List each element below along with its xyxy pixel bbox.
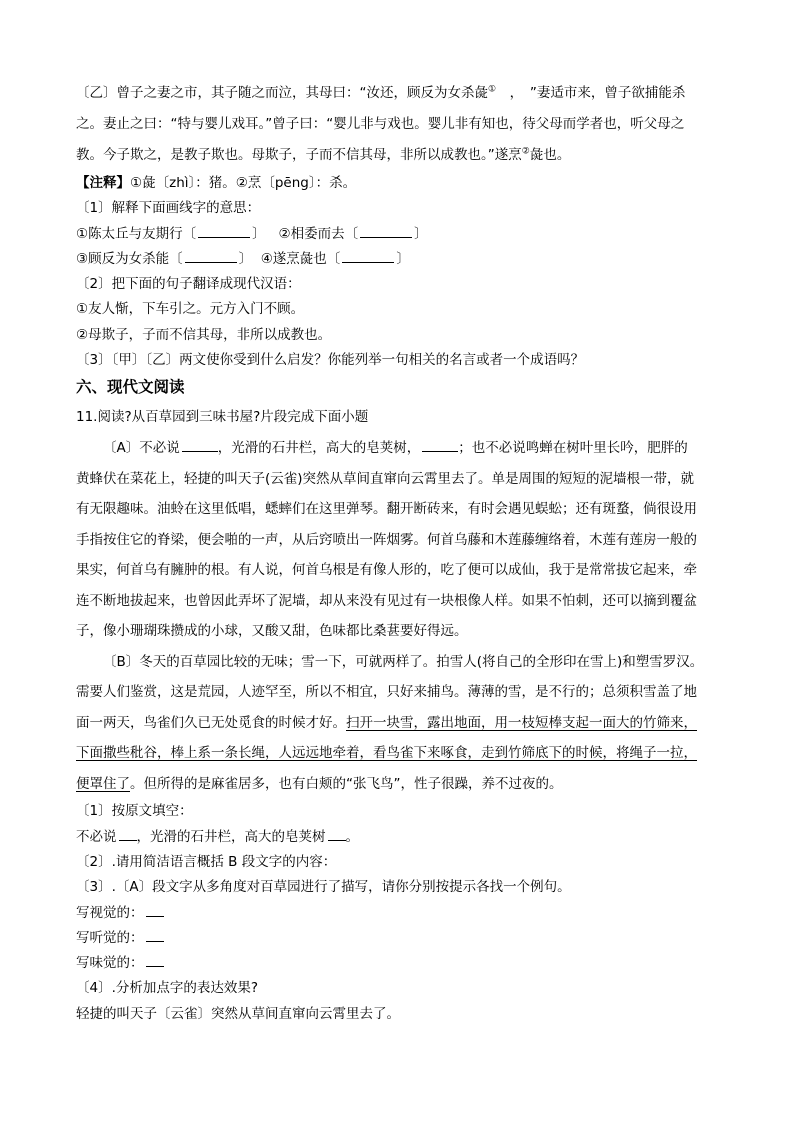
passage-text: ；也不必说鸣蝉在树叶里长吟，肥胖的 (458, 440, 688, 457)
question-11-title: 11.阅读?从百草园到三味书屋?片段完成下面小题 (76, 409, 369, 426)
answer-label: 写味觉的： (76, 955, 144, 972)
passage-text: 教。今子欺之，是教子欺也。母欺子，子而不信其母，非所以成教也。”遂烹 (76, 147, 522, 163)
passage-text: 〔A〕不必说 (103, 440, 180, 457)
passage-text: 。 (345, 828, 359, 845)
annotation-label: 【注释】 (76, 175, 130, 191)
question-1-prompt: 〔1〕解释下面画线字的意思： (76, 200, 261, 217)
question-2-sentence-2: ②母欺子，子而不信其母，非所以成教也。 (76, 326, 332, 343)
answer-blank[interactable] (146, 905, 164, 917)
answer-label: 写视觉的： (76, 904, 144, 921)
underlined-text: 扫开一块雪，露出地面，用一枝短棒支起一面大的竹筛来， (346, 714, 697, 731)
taste-answer-row (76, 951, 724, 976)
passage-text: 彘也。 (529, 147, 571, 163)
paragraph-a-line-5: 果实，何首乌有臃肿的根。有人说，何首乌根是有像人形的，吃了便可以成仙，我于是常常拔它起来，牵 (76, 562, 697, 579)
fill-blank[interactable] (422, 440, 458, 452)
sub-question-1-prompt: 〔1〕按原文填空： (76, 803, 193, 820)
passage-text: 面一两天，鸟雀们久已无处觅食的时候才好。 (76, 714, 346, 731)
passage-text: 不必说 (76, 828, 117, 845)
sub-question-4-sentence: 轻捷的叫天子〔云雀〕突然从草间直窜向云霄里去了。 (76, 1005, 400, 1022)
paragraph-b-line-1: 〔B〕冬天的百草园比较的无味；雪一下，可就两样了。拍雪人(将自己的全形印在雪上)和塑雪罗汉。 (103, 653, 704, 670)
question-item: ②相委而去〔 (278, 225, 359, 242)
question-1-row-2 (76, 247, 724, 272)
fill-blank[interactable] (182, 440, 218, 452)
passage-text: 〔乙〕曾子之妻之市，其子随之而泣，其母曰：“汝还，顾反为女杀彘 (76, 85, 488, 101)
answer-label: 写听觉的： (76, 929, 144, 946)
sub-question-2-prompt: 〔2〕.请用简洁语言概括 B 段文字的内容： (76, 853, 337, 870)
paragraph-a-line-3: 有无限趣味。油蛉在这里低唱，蟋蟀们在这里弹琴。翻开断砖来，有时会遇见蜈蚣；还有斑蝥，倘很设用 (76, 501, 697, 518)
bracket: 〕 (238, 250, 253, 267)
passage-text: ，光滑的石井栏，高大的皂荚树， (217, 440, 421, 457)
paragraph-a-line-6: 连不断地拔起来，也曾因此弄坏了泥墙，却从来没有见过有一块根像人样。如果不怕刺，还可以摘到覆盆 (76, 592, 697, 609)
paragraph-b-line-3 (76, 708, 724, 739)
yi-passage-line-3 (76, 140, 724, 171)
question-item: ④遂烹彘也〔 (260, 250, 341, 267)
section-heading: 六、现代文阅读 (76, 378, 185, 397)
bracket: 〕 (252, 225, 266, 242)
paragraph-b-line-4: 下面撒些秕谷，棒上系一条长绳，人远远地牵着，看鸟雀下来啄食，走到竹筛底下的时候，将绳子一拉， (76, 745, 697, 762)
footnote-marker: ① (488, 84, 497, 95)
question-item: ①陈太丘与友期行〔 (76, 225, 197, 242)
annotation (76, 171, 724, 196)
passage-text: 。但所得的是麻雀居多，也有白颊的“张飞鸟”，性子很躁，养不过夜的。 (130, 775, 563, 792)
answer-blank[interactable] (146, 930, 164, 942)
question-2-prompt: 〔2〕把下面的句子翻译成现代汉语： (76, 276, 301, 293)
paragraph-b-line-2: 需要人们鉴赏，这是荒园，人迹罕至，所以不相宜，只好来捕鸟。薄薄的雪，是不行的；总须积雪盖了地 (76, 684, 697, 701)
yi-passage-line-1 (76, 78, 724, 109)
sub-question-4-prompt: 〔4〕.分析加点字的表达效果? (76, 980, 259, 997)
footnote-marker: ② (521, 146, 530, 157)
answer-blank[interactable] (360, 226, 412, 238)
fill-blank[interactable] (328, 829, 346, 841)
auditory-answer-row (76, 926, 724, 951)
yi-passage-line-2: 之。妻止之曰：“特与婴儿戏耳。”曾子曰：“婴儿非与戏也。婴儿非有知也，待父母而学者也，听父母之 (76, 116, 685, 132)
paragraph-a-line-2: 黄蜂伏在菜花上，轻捷的叫天子(云雀)突然从草间直窜向云霄里去了。单是周围的短短的泥墙根一带，就 (76, 470, 695, 487)
sub-question-3-prompt: 〔3〕.〔A〕段文字从多角度对百草园进行了描写，请你分别按提示各找一个例句。 (76, 879, 571, 896)
document-page (76, 78, 724, 1027)
question-2-sentence-1: ①友人惭，下车引之。元方入门不顾。 (76, 301, 305, 318)
paragraph-a-line-7: 子，像小珊瑚珠攒成的小球，又酸又甜，色味都比桑葚要好得远。 (76, 623, 468, 640)
sub-question-1-fill (76, 825, 724, 850)
passage-text: ， ”妻适市来，曾子欲捕能杀 (496, 85, 686, 101)
paragraph-b-line-5 (76, 769, 724, 800)
bracket: 〕 (396, 250, 410, 267)
visual-answer-row (76, 901, 724, 926)
question-item: ③顾反为女杀能〔 (76, 250, 183, 267)
underlined-text: 便罩住了 (76, 775, 130, 792)
answer-blank[interactable] (146, 955, 164, 967)
question-1-row-1 (76, 222, 724, 247)
paragraph-a-line-4: 手指按住它的脊梁，便会啪的一声，从后窍喷出一阵烟雾。何首乌藤和木莲藤缠络着，木莲有莲房一般的 (76, 531, 697, 548)
answer-blank[interactable] (185, 251, 237, 263)
answer-blank[interactable] (342, 251, 394, 263)
passage-text: ，光滑的石井栏，高大的皂荚树 (136, 828, 326, 845)
fill-blank[interactable] (119, 829, 137, 841)
bracket: 〕 (414, 225, 428, 242)
annotation-text: ①彘〔zhì〕：猪。②烹〔pēng〕：杀。 (130, 175, 357, 191)
answer-blank[interactable] (198, 226, 250, 238)
paragraph-a-line-1 (76, 433, 724, 464)
question-3-prompt: 〔3〕〔甲〕〔乙〕两文使你受到什么启发？你能列举一句相关的名言或者一个成语吗？ (76, 352, 585, 369)
